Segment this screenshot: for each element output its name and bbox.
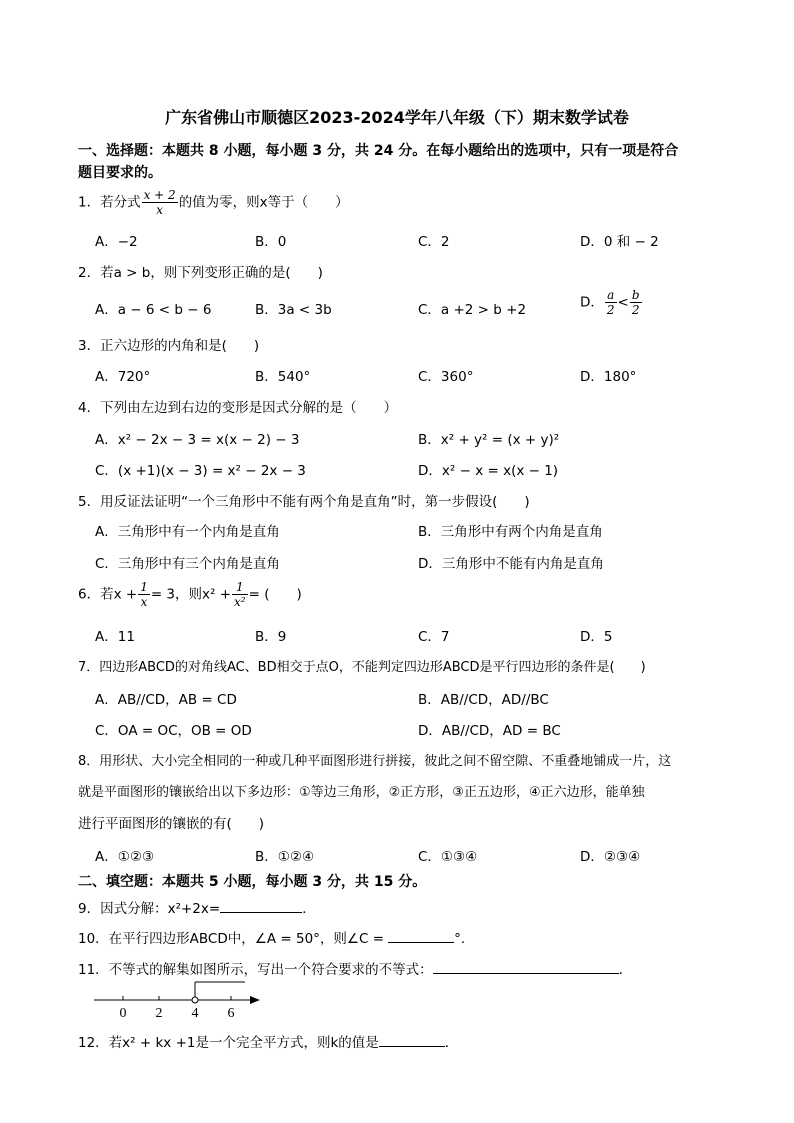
question-5: 5．用反证法证明“一个三角形中不能有两个角是直角”时，第一步假设( ) <box>78 494 530 510</box>
question-1 <box>78 188 349 217</box>
q10-pre: 10．在平行四边形ABCD中，∠A = 50°，则∠C = <box>78 931 385 947</box>
q2-option-b: B．3a < 3b <box>255 302 332 318</box>
question-7: 7．四边形ABCD的对角线AC、BD相交于点O，不能判定四边形ABCD是平行四边形的条件是( ) <box>78 660 646 675</box>
q11-pre: 11．不等式的解集如图所示，写出一个符合要求的不等式： <box>78 962 433 978</box>
q4-option-d: D．x² − x = x(x − 1) <box>418 463 559 479</box>
q5-option-c: C．三角形中有三个内角是直角 <box>95 556 280 572</box>
q8-option-b: B．①②④ <box>255 849 315 865</box>
q9-pre: 9．因式分解：x²+2x= <box>78 901 221 917</box>
q7-option-b: B．AB//CD，AD//BC <box>418 692 549 708</box>
question-2: 2．若a > b，则下列变形正确的是( ) <box>78 265 323 281</box>
q1-number: 1． <box>78 194 101 211</box>
question-4: 4．下列由左边到右边的变形是因式分解的是（ ） <box>78 400 398 416</box>
q10-post: °. <box>454 931 466 947</box>
q7-option-d: D．AB//CD，AD = BC <box>418 723 561 739</box>
q2-option-a: A．a − 6 < b − 6 <box>95 302 212 318</box>
q12-answer-blank[interactable] <box>379 1034 445 1047</box>
q12-pre: 12．若x² + kx +1是一个完全平方式，则k的值是 <box>78 1035 379 1051</box>
q1-option-a: A．−2 <box>95 234 138 250</box>
q6-frac2-den: x² <box>234 595 246 609</box>
q8-option-d: D．②③④ <box>580 849 641 865</box>
q11-answer-blank[interactable] <box>433 961 619 974</box>
q7-option-a: A．AB//CD，AB = CD <box>95 692 237 708</box>
question-8-line1: 8．用形状、大小完全相同的一种或几种平面图形进行拼接，彼此之间不留空隙、不重叠地铺成一片，这 <box>78 754 672 769</box>
number-line-figure <box>90 975 270 1020</box>
question-8-line3: 进行平面图形的镶嵌的有( ) <box>78 816 265 832</box>
number-line-tick-label: 0 <box>119 1006 127 1020</box>
q2-d-label: D． <box>580 294 604 311</box>
q1-frac-num: x + 2 <box>143 188 176 202</box>
q3-option-c: C．360° <box>418 369 474 385</box>
q5-option-a: A．三角形中有一个内角是直角 <box>95 524 280 540</box>
q12-post: ． <box>444 1035 459 1051</box>
q2-d-frac1 <box>605 288 617 317</box>
page-title: 广东省佛山市顺德区2023-2024学年八年级（下）期末数学试卷 <box>165 108 629 127</box>
q6-option-b: B．9 <box>255 629 287 645</box>
q6-post: = ( ) <box>248 586 302 603</box>
q6-frac2-num: 1 <box>232 580 248 595</box>
q10-answer-blank[interactable] <box>388 930 454 943</box>
q2-option-d <box>580 288 643 317</box>
q4-option-b: B．x² + y² = (x + y)² <box>418 432 560 448</box>
question-9 <box>78 897 316 917</box>
q1-option-c: C．2 <box>418 234 450 250</box>
q6-frac1-num: 1 <box>140 580 148 594</box>
q3-option-b: B．540° <box>255 369 311 385</box>
question-8-line2: 就是平面图形的镶嵌给出以下多边形：①等边三角形，②正方形，③正五边形，④正六边形，能单独 <box>78 785 645 800</box>
q2-d-frac2 <box>630 288 642 317</box>
q9-answer-blank[interactable] <box>220 900 302 913</box>
q6-frac1-den: x <box>140 595 148 609</box>
question-6 <box>78 580 302 609</box>
q4-option-c: C．(x +1)(x − 3) = x² − 2x − 3 <box>95 463 306 479</box>
q8-option-a: A．①②③ <box>95 849 155 865</box>
q1-option-d: D．0 和 − 2 <box>580 234 659 250</box>
question-10 <box>78 927 465 947</box>
q1-pre: 若分式 <box>100 194 141 211</box>
q1-fraction <box>142 188 178 217</box>
q7-option-c: C．OA = OC，OB = OD <box>95 723 252 739</box>
q6-mid: = 3，则x² + <box>150 586 232 603</box>
question-12 <box>78 1031 458 1051</box>
q5-option-d: D．三角形中不能有内角是直角 <box>418 556 604 572</box>
number-line-tick-label: 2 <box>155 1006 163 1020</box>
q9-post: ． <box>302 901 316 917</box>
q2-d-frac1-den: 2 <box>606 303 615 317</box>
q2-option-c: C．a +2 > b +2 <box>418 302 527 318</box>
q6-frac1 <box>138 580 150 609</box>
q6-pre: 6．若x + <box>78 586 138 603</box>
q5-option-b: B．三角形中有两个内角是直角 <box>418 524 603 540</box>
q1-frac-den: x <box>156 203 164 217</box>
number-line-tick-label: 4 <box>191 1006 199 1020</box>
q8-option-c: C．①③④ <box>418 849 478 865</box>
number-line-arrow <box>250 996 260 1004</box>
section2-heading: 二、填空题：本题共 5 小题，每小题 3 分，共 15 分。 <box>78 874 427 890</box>
q1-option-b: B．0 <box>255 234 287 250</box>
q1-post: 的值为零，则x等于（ ） <box>178 194 349 211</box>
q11-post: ． <box>618 962 633 978</box>
q2-d-frac1-num: a <box>605 288 617 303</box>
q3-option-d: D．180° <box>580 369 637 385</box>
q2-d-frac2-den: 2 <box>631 303 640 317</box>
q6-frac2 <box>232 580 248 609</box>
q6-option-a: A．11 <box>95 629 135 645</box>
question-3: 3．正六边形的内角和是( ) <box>78 338 260 354</box>
q6-option-d: D．5 <box>580 629 613 645</box>
q6-option-c: C．7 <box>418 629 450 645</box>
section1-heading-line1: 一、选择题：本题共 8 小题，每小题 3 分，共 24 分。在每小题给出的选项中，只有一项是符合 <box>78 143 679 159</box>
q4-option-a: A．x² − 2x − 3 = x(x − 2) − 3 <box>95 432 300 448</box>
q2-d-frac2-num: b <box>631 288 640 302</box>
q2-d-op: < <box>617 294 629 311</box>
open-circle-at-boundary <box>192 997 198 1003</box>
number-line-tick-label: 6 <box>227 1006 235 1020</box>
q3-option-a: A．720° <box>95 369 151 385</box>
section1-heading-line2: 题目要求的。 <box>78 165 162 181</box>
